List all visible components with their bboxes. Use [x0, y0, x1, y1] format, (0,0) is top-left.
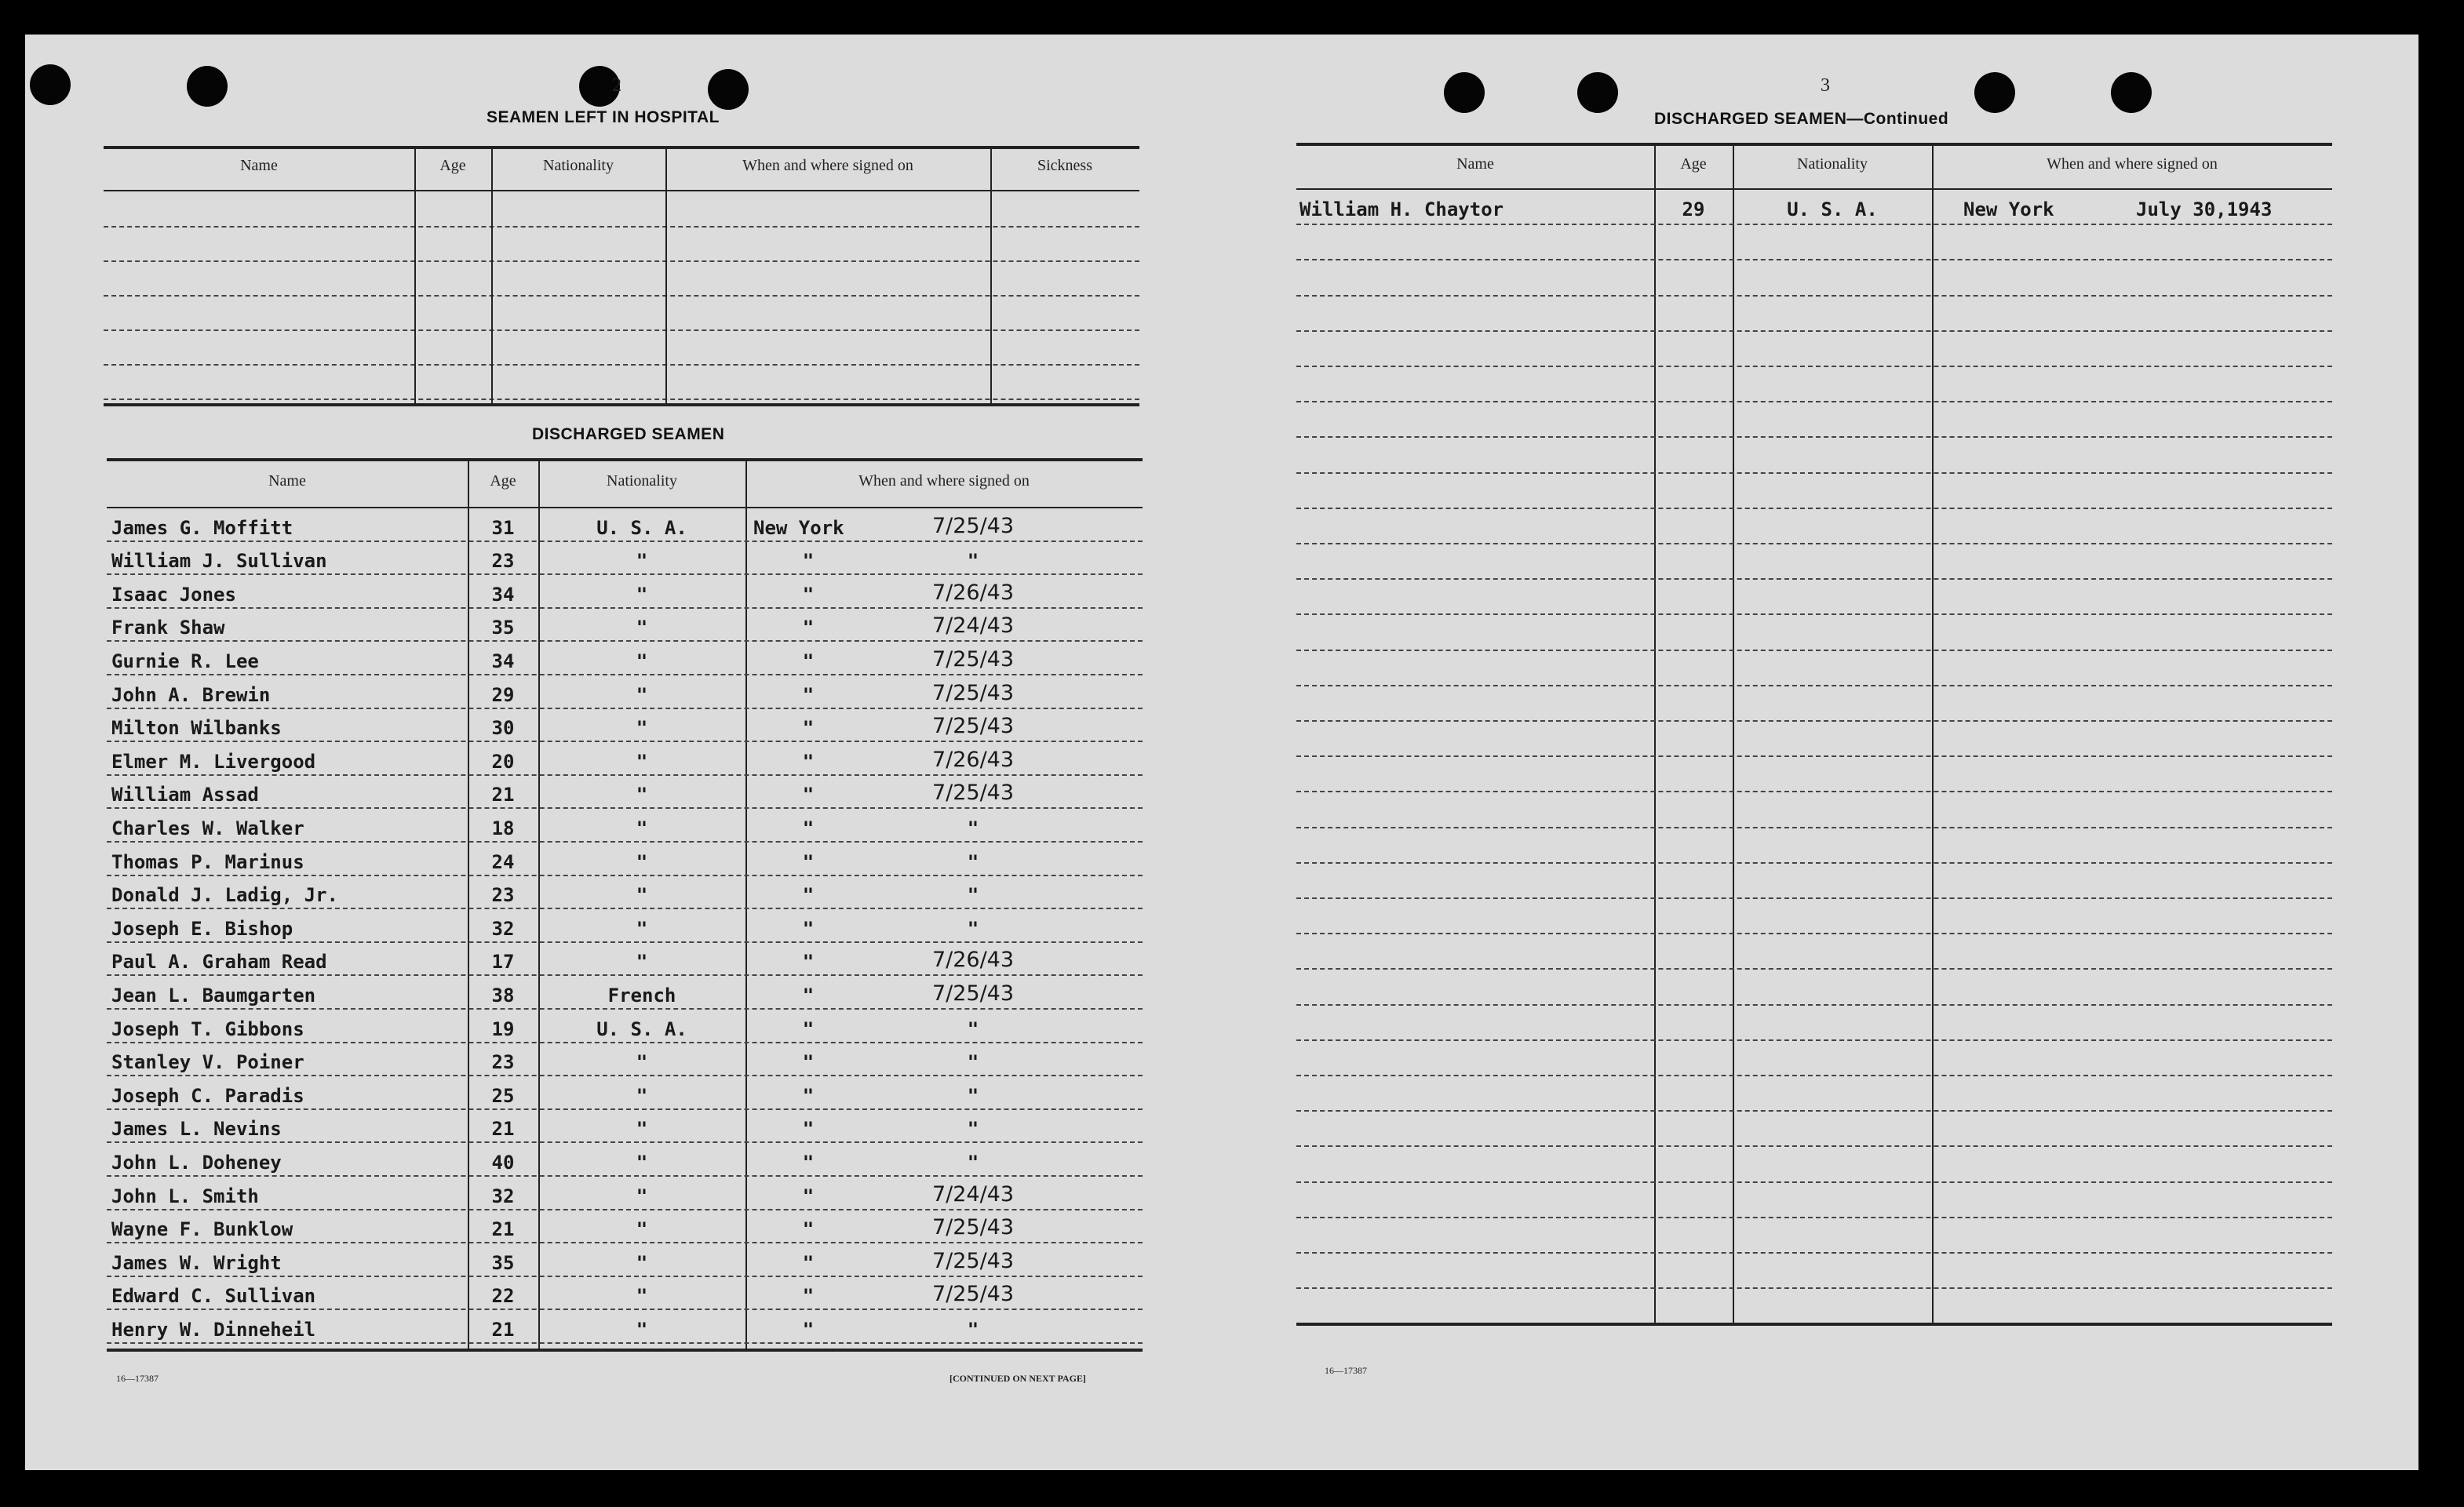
column-header: Age — [439, 157, 466, 174]
seaman-age: 34 — [491, 650, 515, 672]
seaman-age: 23 — [491, 1051, 515, 1074]
signed-on-date: " — [967, 1152, 979, 1174]
row-line — [107, 1141, 1143, 1143]
signed-on-date: 7/25/43 — [931, 680, 1015, 705]
table-rule — [1296, 143, 2332, 146]
row-line — [107, 1276, 1143, 1277]
row-line — [1296, 827, 2332, 828]
row-line — [1296, 224, 2332, 225]
seaman-name: Stanley V. Poiner — [111, 1051, 304, 1074]
seaman-name: James L. Nevins — [111, 1118, 282, 1141]
signed-on-date: " — [967, 884, 979, 907]
column-divider — [491, 147, 493, 403]
signed-on-date: 7/24/43 — [931, 1181, 1015, 1207]
right-page — [1208, 35, 2418, 1470]
seaman-nationality: U. S. A. — [596, 516, 687, 539]
seaman-name: William H. Chaytor — [1299, 198, 1504, 221]
signed-on-place: " — [802, 817, 815, 839]
seaman-age: 20 — [491, 750, 515, 773]
column-divider — [745, 460, 747, 1350]
signed-on-place: " — [802, 1319, 815, 1341]
binder-hole — [2111, 72, 2152, 113]
signed-on-place: " — [802, 583, 815, 606]
row-line — [107, 1209, 1143, 1210]
row-line — [1296, 720, 2332, 722]
row-line — [107, 1075, 1143, 1076]
row-line — [107, 674, 1143, 675]
seaman-nationality: " — [636, 583, 648, 606]
row-line — [107, 607, 1143, 609]
column-header: When and where signed on — [858, 472, 1030, 490]
row-line — [107, 1175, 1143, 1177]
row-line — [1296, 650, 2332, 651]
seaman-age: 21 — [491, 784, 515, 806]
column-header: Nationality — [607, 472, 677, 490]
signed-on-place: " — [802, 917, 815, 940]
row-line — [1296, 1217, 2332, 1218]
seaman-name: John A. Brewin — [111, 683, 271, 706]
seaman-nationality: " — [636, 784, 648, 806]
seaman-age: 32 — [491, 917, 515, 940]
seaman-nationality: " — [636, 750, 648, 773]
column-divider — [414, 147, 416, 403]
binder-hole — [1974, 72, 2015, 113]
table-rule — [104, 190, 1139, 191]
signed-on-place: " — [802, 1051, 815, 1074]
seaman-age: 18 — [491, 817, 515, 839]
column-divider — [1932, 144, 1934, 1324]
seaman-age: 40 — [491, 1152, 515, 1174]
binder-hole — [30, 64, 71, 105]
left-page — [25, 35, 1208, 1470]
row-line — [1296, 755, 2332, 757]
row-line — [1296, 613, 2332, 615]
row-line — [1296, 1039, 2332, 1041]
form-number: 16—17387 — [116, 1373, 159, 1384]
seaman-nationality: " — [636, 1251, 648, 1274]
seaman-nationality: French — [607, 985, 676, 1006]
signed-on-place: " — [802, 550, 815, 573]
column-header: Age — [1680, 155, 1707, 173]
column-divider — [1733, 144, 1734, 1324]
seaman-name: Donald J. Ladig, Jr. — [111, 884, 338, 907]
seaman-name: Edward C. Sullivan — [111, 1285, 316, 1308]
seaman-name: Henry W. Dinneheil — [111, 1319, 316, 1341]
seaman-age: 29 — [491, 683, 515, 706]
seaman-age: 34 — [491, 583, 515, 606]
row-line — [1296, 897, 2332, 899]
signed-on-place: " — [802, 1218, 815, 1241]
signed-on-date: 7/25/43 — [931, 513, 1015, 538]
seaman-nationality: U. S. A. — [596, 1017, 687, 1040]
signed-on-place: " — [802, 1185, 815, 1207]
signed-on-date: 7/26/43 — [931, 948, 1015, 973]
row-line — [1296, 366, 2332, 367]
seaman-nationality: " — [636, 1152, 648, 1174]
row-line — [107, 974, 1143, 976]
seaman-name: Joseph C. Paradis — [111, 1084, 304, 1107]
signed-on-place: " — [802, 750, 815, 773]
hospital-section-title: SEAMEN LEFT IN HOSPITAL — [487, 108, 720, 126]
signed-on-date: " — [967, 1118, 979, 1141]
signed-on-date: " — [967, 817, 979, 839]
row-line — [107, 941, 1143, 943]
row-line — [1296, 1287, 2332, 1289]
seaman-age: 21 — [491, 1319, 515, 1341]
seaman-name: Wayne F. Bunklow — [111, 1218, 293, 1241]
continued-section-title: DISCHARGED SEAMEN—Continued — [1654, 110, 1949, 128]
seaman-age: 24 — [491, 850, 515, 873]
row-line — [1296, 436, 2332, 438]
signed-on-place: " — [802, 683, 815, 706]
signed-on-place: " — [802, 1084, 815, 1107]
seaman-nationality: " — [636, 917, 648, 940]
seaman-nationality: " — [636, 951, 648, 974]
column-header: Name — [268, 472, 306, 490]
row-line — [1296, 1075, 2332, 1076]
seaman-name: James G. Moffitt — [111, 516, 293, 539]
signed-on-place: " — [802, 1152, 815, 1174]
seaman-age: 17 — [491, 951, 515, 974]
row-line — [1296, 1110, 2332, 1112]
row-line — [104, 260, 1139, 262]
seaman-name: Thomas P. Marinus — [111, 850, 304, 873]
continued-note: [CONTINUED ON NEXT PAGE] — [950, 1373, 1086, 1384]
page-number: 2 — [612, 75, 621, 96]
signed-on-date: " — [967, 850, 979, 873]
table-rule — [104, 403, 1139, 406]
seaman-nationality: " — [636, 717, 648, 740]
seaman-nationality: " — [636, 1084, 648, 1107]
seaman-name: Paul A. Graham Read — [111, 951, 327, 974]
table-rule — [107, 507, 1143, 508]
seaman-name: Gurnie R. Lee — [111, 650, 259, 672]
seaman-nationality: " — [636, 1285, 648, 1308]
row-line — [1296, 1252, 2332, 1254]
row-line — [1296, 401, 2332, 402]
row-line — [1296, 508, 2332, 509]
seaman-age: 23 — [491, 550, 515, 573]
seaman-age: 32 — [491, 1185, 515, 1207]
row-line — [107, 708, 1143, 709]
row-line — [1296, 578, 2332, 580]
seaman-nationality: " — [636, 817, 648, 839]
signed-on-date: " — [967, 1319, 979, 1341]
signed-on-date: 7/26/43 — [931, 747, 1015, 772]
row-line — [107, 541, 1143, 542]
row-line — [107, 741, 1143, 742]
signed-on-date: " — [967, 1017, 979, 1040]
seaman-age: 38 — [491, 985, 515, 1006]
row-line — [107, 1242, 1143, 1243]
signed-on-place: " — [802, 650, 815, 672]
row-line — [104, 295, 1139, 297]
row-line — [107, 908, 1143, 909]
seaman-name: Joseph E. Bishop — [111, 917, 293, 940]
seaman-age: 23 — [491, 884, 515, 907]
signed-on-date: 7/24/43 — [931, 613, 1015, 639]
column-header: Sickness — [1037, 157, 1092, 174]
row-line — [107, 1309, 1143, 1310]
signed-on-date: 7/25/43 — [931, 1215, 1015, 1240]
signed-on-date: " — [967, 1084, 979, 1107]
signed-on-date: July 30,1943 — [2136, 198, 2273, 221]
signed-on-place: " — [802, 1285, 815, 1308]
row-line — [1296, 472, 2332, 474]
column-divider — [1654, 144, 1656, 1324]
seaman-age: 35 — [491, 1251, 515, 1274]
signed-on-place: " — [802, 784, 815, 806]
row-line — [1296, 1145, 2332, 1147]
seaman-name: Elmer M. Livergood — [111, 750, 316, 773]
seaman-age: 25 — [491, 1084, 515, 1107]
signed-on-date: " — [967, 917, 979, 940]
seaman-name: William J. Sullivan — [111, 550, 327, 573]
seaman-nationality: " — [636, 1185, 648, 1207]
signed-on-place: New York — [753, 516, 844, 539]
signed-on-place: " — [802, 1251, 815, 1274]
seaman-age: 22 — [491, 1285, 515, 1308]
row-line — [1296, 295, 2332, 297]
seaman-age: 21 — [491, 1118, 515, 1141]
seaman-age: 30 — [491, 717, 515, 740]
seaman-name: Joseph T. Gibbons — [111, 1017, 304, 1040]
signed-on-date: 7/25/43 — [931, 1248, 1015, 1273]
seaman-nationality: " — [636, 884, 648, 907]
signed-on-place: " — [802, 1017, 815, 1040]
seaman-name: James W. Wright — [111, 1251, 282, 1274]
row-line — [107, 1042, 1143, 1043]
row-line — [1296, 543, 2332, 544]
seaman-age: 29 — [1682, 198, 1705, 221]
row-line — [1296, 791, 2332, 792]
column-header: Nationality — [543, 157, 614, 174]
seaman-age: 19 — [491, 1017, 515, 1040]
row-line — [107, 1342, 1143, 1344]
seaman-name: Milton Wilbanks — [111, 717, 282, 740]
signed-on-date: " — [967, 1051, 979, 1074]
row-line — [107, 1008, 1143, 1010]
row-line — [1296, 259, 2332, 260]
column-header: When and where signed on — [2047, 155, 2218, 173]
binder-hole — [1444, 72, 1485, 113]
table-rule — [107, 1349, 1143, 1352]
signed-on-place: New York — [1963, 198, 2054, 221]
row-line — [1296, 968, 2332, 970]
column-header: Name — [1456, 155, 1494, 173]
seaman-nationality: " — [636, 1051, 648, 1074]
row-line — [107, 841, 1143, 843]
table-rule — [104, 146, 1139, 149]
row-line — [107, 1108, 1143, 1110]
row-line — [104, 329, 1139, 331]
row-line — [104, 226, 1139, 228]
seaman-nationality: " — [636, 1218, 648, 1241]
row-line — [107, 774, 1143, 776]
column-divider — [665, 147, 667, 403]
row-line — [107, 807, 1143, 809]
signed-on-place: " — [802, 850, 815, 873]
row-line — [1296, 1004, 2332, 1006]
column-header: Name — [240, 157, 278, 174]
row-line — [1296, 933, 2332, 934]
row-line — [1296, 685, 2332, 686]
seaman-age: 35 — [491, 617, 515, 639]
seaman-nationality: " — [636, 550, 648, 573]
discharged-section-title: DISCHARGED SEAMEN — [532, 425, 725, 443]
seaman-nationality: " — [636, 617, 648, 639]
row-line — [104, 364, 1139, 366]
seaman-name: John L. Doheney — [111, 1152, 282, 1174]
row-line — [107, 640, 1143, 642]
seaman-age: 31 — [491, 516, 515, 539]
page-number: 3 — [1821, 75, 1830, 96]
signed-on-place: " — [802, 985, 815, 1006]
signed-on-place: " — [802, 617, 815, 639]
signed-on-place: " — [802, 1118, 815, 1141]
binder-hole — [1577, 72, 1618, 113]
binder-hole — [708, 69, 749, 110]
seaman-name: Charles W. Walker — [111, 817, 304, 839]
seaman-nationality: " — [636, 683, 648, 706]
table-rule — [107, 458, 1143, 461]
seaman-nationality: " — [636, 650, 648, 672]
seaman-name: John L. Smith — [111, 1185, 259, 1207]
seaman-nationality: " — [636, 1319, 648, 1341]
row-line — [1296, 1181, 2332, 1183]
signed-on-date: " — [967, 550, 979, 573]
seaman-age: 21 — [491, 1218, 515, 1241]
column-header: When and where signed on — [742, 157, 913, 174]
signed-on-date: 7/25/43 — [931, 647, 1015, 672]
signed-on-date: 7/25/43 — [931, 714, 1015, 739]
seaman-name: Jean L. Baumgarten — [111, 985, 316, 1006]
row-line — [107, 573, 1143, 575]
signed-on-date: 7/25/43 — [931, 781, 1015, 806]
signed-on-date: 7/25/43 — [931, 981, 1015, 1006]
signed-on-place: " — [802, 717, 815, 740]
seaman-nationality: U. S. A. — [1787, 198, 1878, 221]
column-header: Nationality — [1797, 155, 1868, 173]
signed-on-place: " — [802, 884, 815, 907]
column-divider — [990, 147, 992, 403]
row-line — [104, 399, 1139, 400]
table-rule — [1296, 188, 2332, 190]
signed-on-date: 7/26/43 — [931, 580, 1015, 605]
row-line — [107, 875, 1143, 876]
seaman-name: Frank Shaw — [111, 617, 225, 639]
column-header: Age — [490, 472, 516, 490]
row-line — [1296, 862, 2332, 864]
binder-hole — [187, 66, 228, 107]
table-rule — [1296, 1323, 2332, 1326]
seaman-name: Isaac Jones — [111, 583, 236, 606]
seaman-nationality: " — [636, 850, 648, 873]
signed-on-date: 7/25/43 — [931, 1282, 1015, 1307]
form-number: 16—17387 — [1325, 1365, 1367, 1376]
seaman-nationality: " — [636, 1118, 648, 1141]
seaman-name: William Assad — [111, 784, 259, 806]
row-line — [1296, 330, 2332, 332]
signed-on-place: " — [802, 951, 815, 974]
